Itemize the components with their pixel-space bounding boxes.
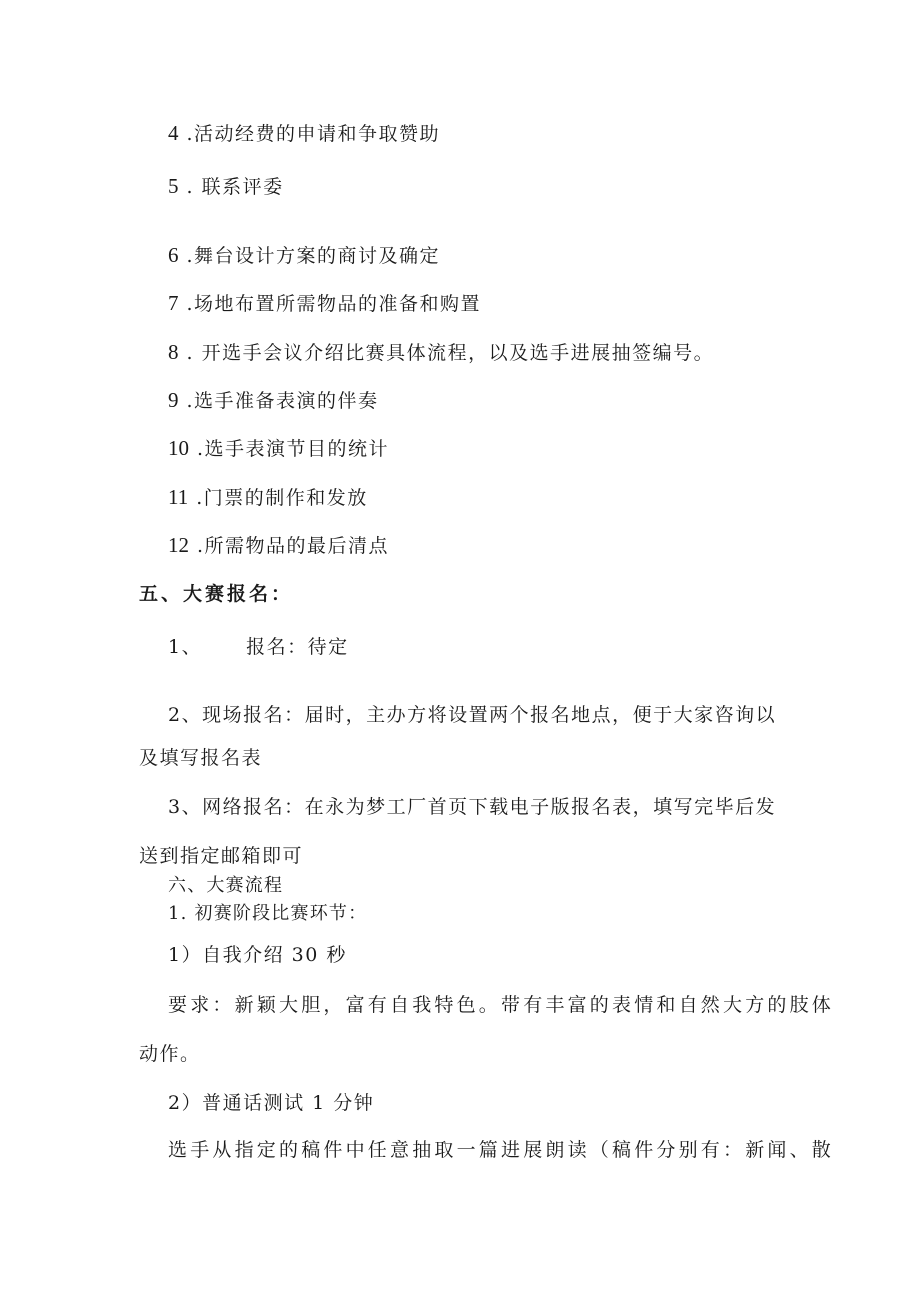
task-text: .门票的制作和发放 [196,487,368,509]
task-item-5 [168,174,284,199]
task-text: .场地布置所需物品的准备和购置 [186,293,482,315]
task-number: 12 [168,533,189,557]
self-intro-requirement-line1: 要求：新颖大胆，富有自我特色。带有丰富的表情和自然大方的肢体 [168,994,835,1016]
task-number: 10 [168,436,189,460]
item-number: 1、 [168,636,203,658]
task-number: 11 [168,485,189,509]
task-number: 9 [168,388,179,412]
registration-item-3-line1: 3、网络报名：在永为梦工厂首页下载电子版报名表，填写完毕后发 [168,796,777,818]
task-number: 4 [168,121,179,145]
task-item-9 [168,388,379,413]
stage-1-title: 1. 初赛阶段比赛环节： [168,903,368,924]
task-text: .选手准备表演的伴奏 [186,390,379,412]
task-text: .活动经费的申请和争取赞助 [186,123,441,145]
mandarin-test-description: 选手从指定的稿件中任意抽取一篇进展朗读（稿件分别有：新闻、散 [168,1139,835,1161]
task-item-6 [168,243,440,268]
task-text: .舞台设计方案的商讨及确定 [186,245,441,267]
self-intro-requirement-line2: 动作。 [139,1043,201,1065]
task-number: 7 [168,291,179,315]
item-text: 报名：待定 [246,636,349,658]
registration-item-2-line2: 及填写报名表 [139,747,263,769]
task-number: 5 [168,174,179,198]
registration-item-3-line2: 送到指定邮箱即可 [139,845,304,867]
section-5-heading: 五、大赛报名： [139,583,294,605]
registration-item-2-line1: 2、现场报名：届时，主办方将设置两个报名地点，便于大家咨询以 [168,704,777,726]
task-text: .选手表演节目的统计 [197,438,390,460]
section-6-heading: 六、大赛流程 [168,875,284,896]
registration-item-1 [168,635,349,659]
task-item-10 [168,436,389,461]
task-item-11 [168,485,368,510]
task-item-8 [168,340,714,365]
task-text: . 开选手会议介绍比赛具体流程，以及选手进展抽签编号。 [186,342,715,364]
task-item-7 [168,291,481,316]
task-item-12 [168,533,389,558]
task-number: 8 [168,340,179,364]
task-item-4 [168,121,440,146]
self-intro-title: 1）自我介绍 30 秒 [168,944,347,966]
task-text: .所需物品的最后清点 [197,535,390,557]
task-number: 6 [168,243,179,267]
mandarin-test-title: 2）普通话测试 1 分钟 [168,1092,375,1114]
task-text: . 联系评委 [186,176,284,198]
